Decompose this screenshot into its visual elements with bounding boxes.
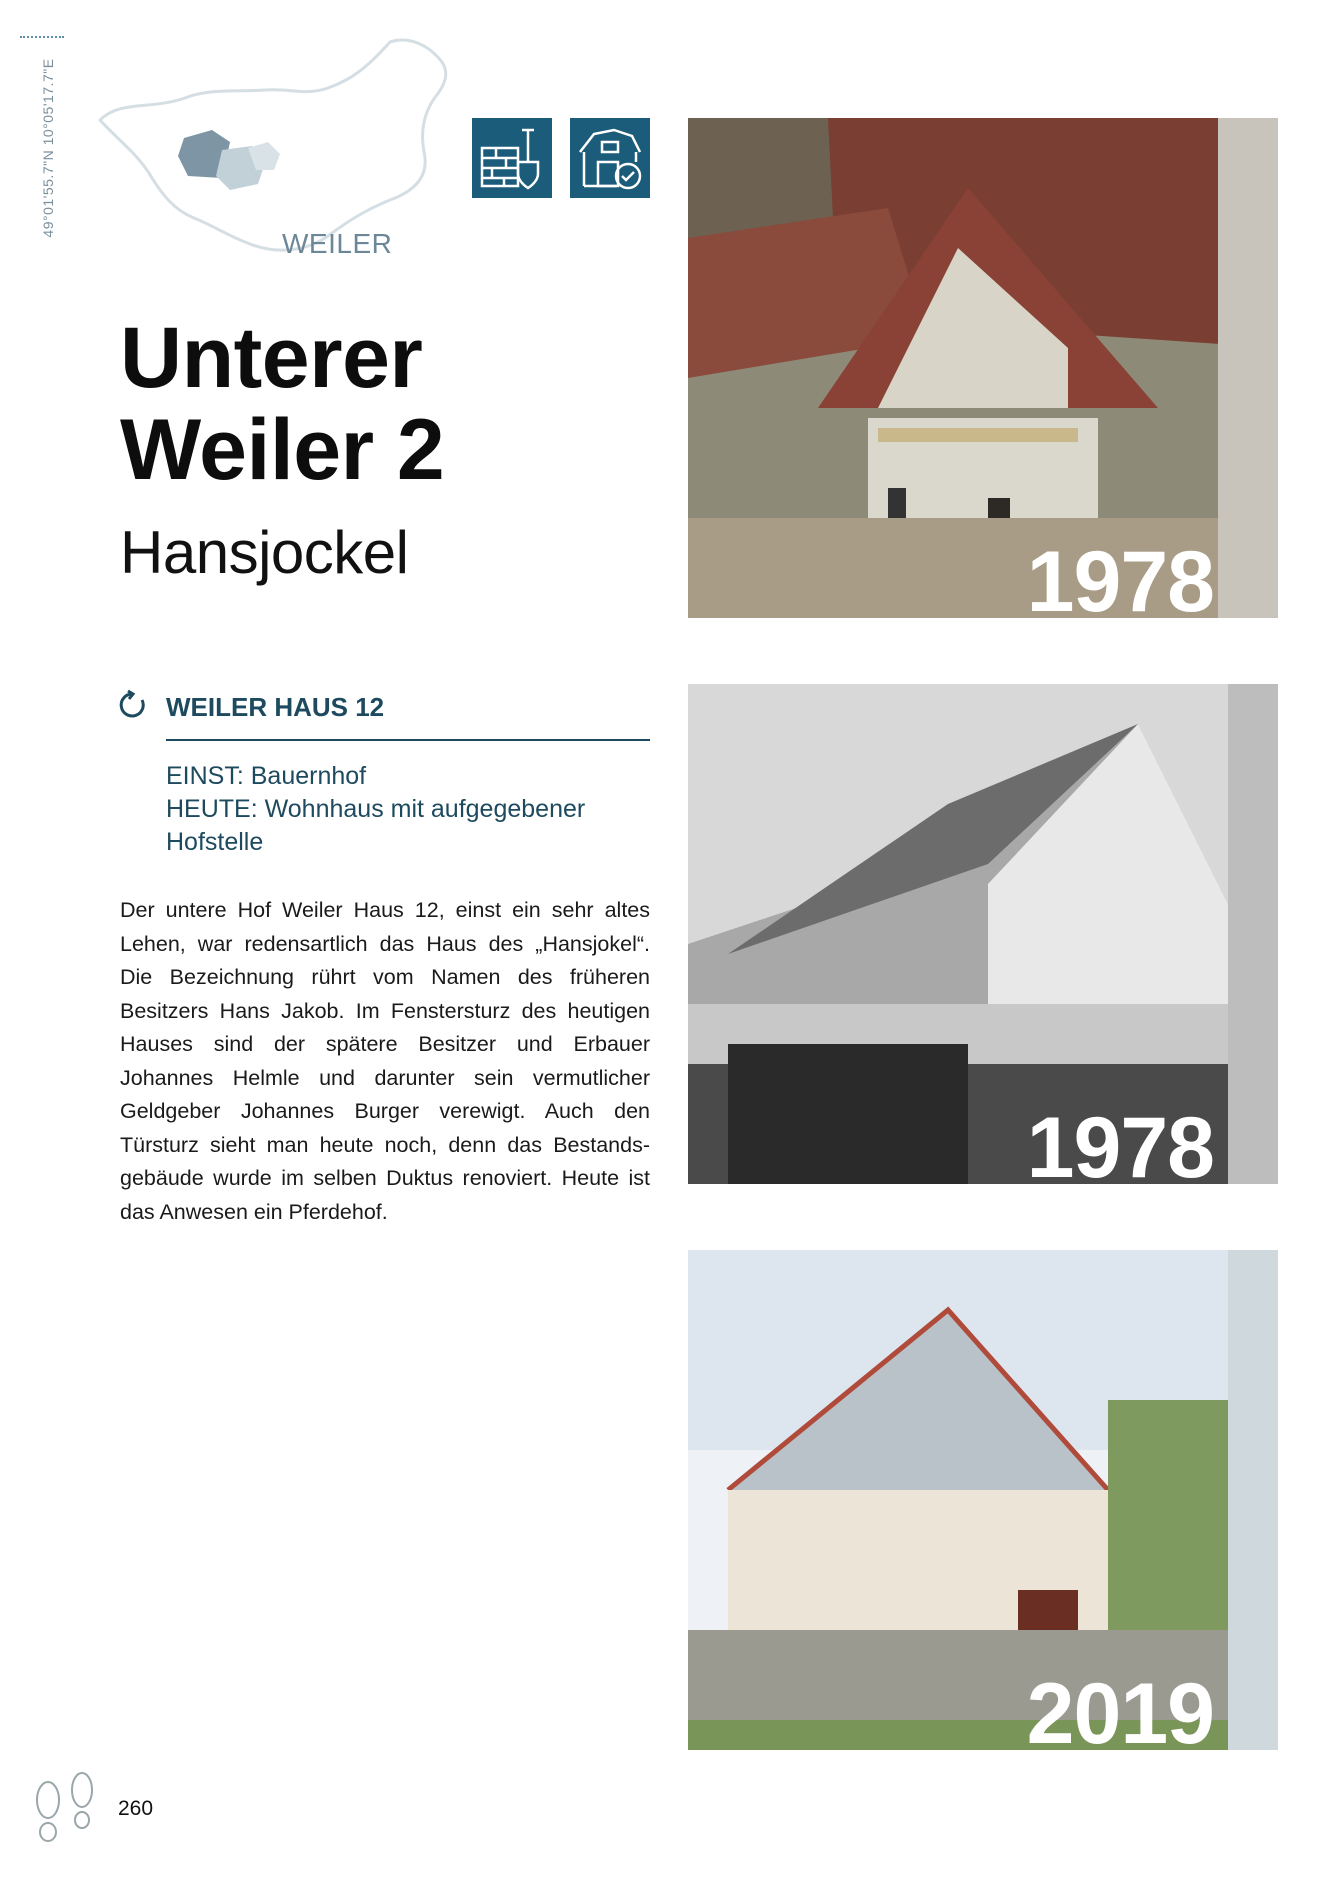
refresh-icon xyxy=(118,690,148,720)
title-line-1: Unterer xyxy=(120,310,423,406)
year-label-2: 1978 xyxy=(1026,1100,1214,1184)
year-label-3: 2019 xyxy=(1026,1666,1214,1750)
einst-text: EINST: Bauernhof xyxy=(166,762,367,790)
heute-text: HEUTE: Wohnhaus mit aufgegebener Hofstelle xyxy=(166,795,586,856)
year-label-1: 1978 xyxy=(1026,534,1214,618)
section-heading: WEILER HAUS 12 xyxy=(166,692,385,722)
photo-1978-color xyxy=(688,118,1278,618)
barn-check-icon xyxy=(570,118,650,198)
section-divider xyxy=(166,739,650,741)
wall-shovel-icon xyxy=(472,118,552,198)
page-number: 260 xyxy=(118,1797,154,1820)
title-line-2: Weiler 2 xyxy=(120,402,445,498)
history-status xyxy=(166,760,646,859)
coordinates-text: 49°01'55.7"N 10°05'17.7"E xyxy=(40,58,56,238)
photo-2019 xyxy=(688,1250,1278,1750)
map-label: WEILER xyxy=(282,228,393,259)
village-map xyxy=(90,30,470,260)
body-paragraph: Der untere Hof Weiler Haus 12, einst ein sehr altes Lehen, war redensartlich das Haus des „Hansjokel“. Die Bezeichnung rührt vom Namen des früheren Besitzers Hans Jakob. Im Fenstersturz des heutigen Hauses sind der spätere Besitzer und Erbauer Johannes Helmle und darunter sein vermutlicher Geldgeber Johannes Burger verewigt. Auch den Türsturz sieht man heute noch, denn das Bestands-gebäude wurde im selben Duktus renoviert. Heute ist das Anwesen ein Pferdehof. xyxy=(120,898,650,1224)
photo-1978-bw xyxy=(688,684,1278,1184)
footprints-icon xyxy=(30,1770,105,1844)
page-title xyxy=(120,312,444,496)
page-subtitle: Hansjockel xyxy=(120,519,409,586)
coordinates xyxy=(38,40,58,260)
